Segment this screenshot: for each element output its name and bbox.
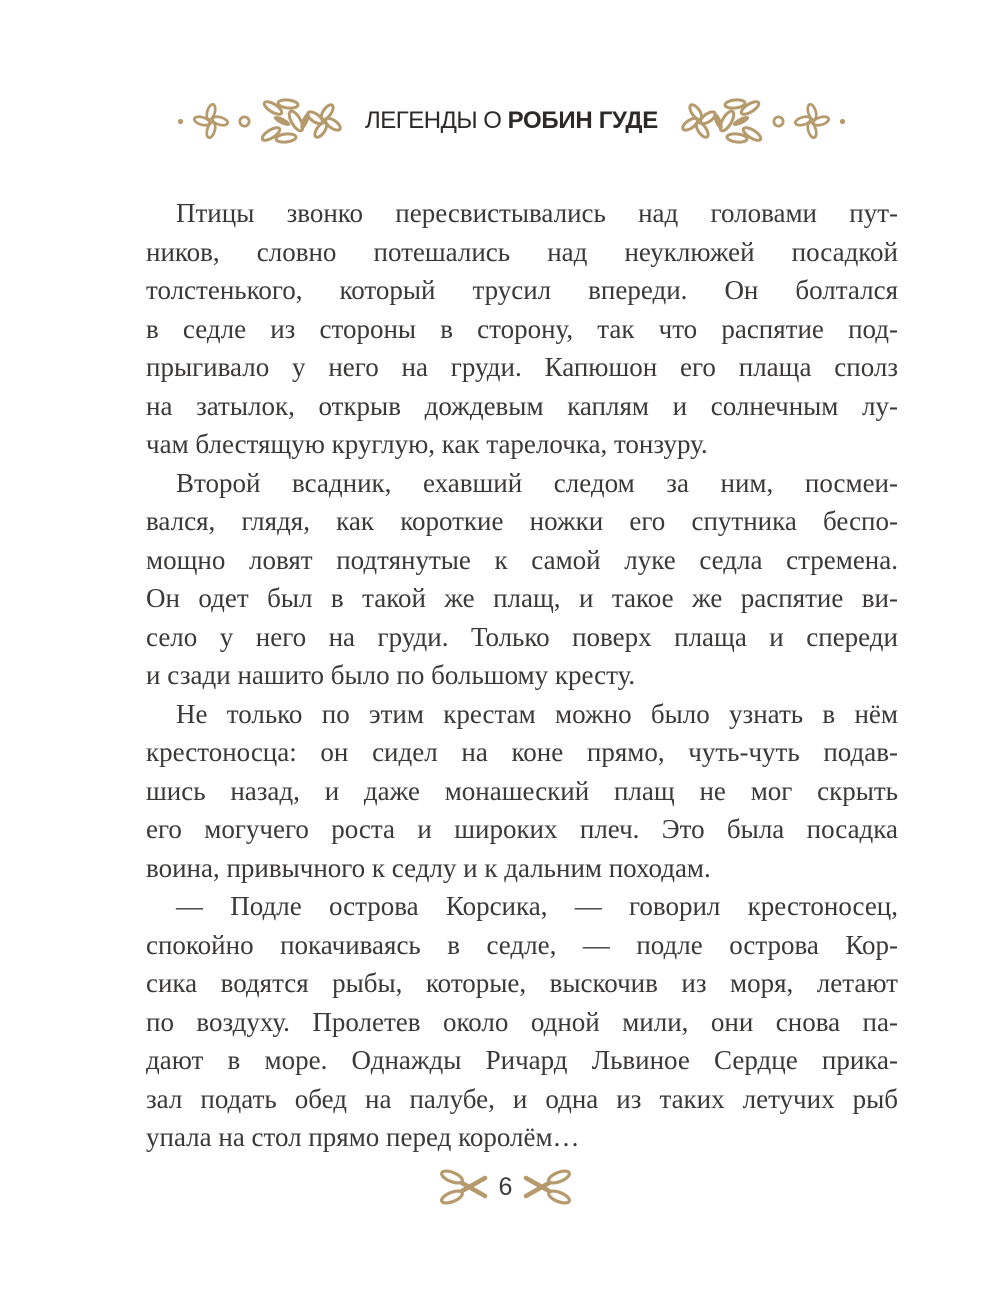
paragraph — [146, 194, 898, 464]
paragraph — [146, 887, 898, 1157]
paragraph — [146, 695, 898, 888]
text-line: мощно ловят подтянутые к самой луке седла стремена. — [146, 544, 898, 575]
text-line: — Подле острова Корсика, — говорил крестоносец, — [176, 891, 898, 921]
text-line: на затылок, открыв дождевым каплям и солнечным лу- — [146, 390, 898, 421]
header-ornament-right — [677, 96, 846, 146]
text-line: вался, глядя, как короткие ножки его спутника беспо- — [146, 506, 898, 536]
text-line: сика водятся рыбы, которые, выскочив из моря, летают — [146, 968, 898, 998]
page-body — [146, 194, 898, 1157]
dot-icon — [177, 118, 184, 125]
text-line: по воздуху. Пролетев около одной мили, они снова па- — [146, 1006, 898, 1037]
text-line: дают в море. Однажды Ричард Львиное Сердце прика- — [146, 1045, 898, 1075]
leaf-flourish-icon — [523, 1164, 573, 1210]
text-line: зал подать обед на палубе, и одна из таких летучих рыб — [146, 1083, 898, 1114]
text-line: и сзади нашито было по большому кресту. — [146, 660, 636, 690]
ring-icon — [772, 115, 785, 128]
text-line: Птицы звонко пересвистывались над головами пут- — [176, 198, 898, 228]
text-line: спокойно покачиваясь в седле, — подле острова Кор- — [146, 929, 898, 960]
header-ornament-left — [177, 96, 346, 146]
text-line: воина, привычного к седлу и к дальним походам. — [146, 852, 711, 883]
text-line: Он одет был в такой же плащ, и такое же распятие ви- — [146, 583, 898, 613]
page-title — [365, 107, 658, 135]
paragraph — [146, 464, 898, 695]
text-line: его могучего роста и широких плеч. Это была посадка — [146, 814, 898, 844]
celtic-knot-cluster-icon — [260, 96, 346, 146]
celtic-pinwheel-knot-icon — [794, 103, 830, 139]
text-line: ников, словно потешались над неуклюжей посадкой — [146, 236, 898, 267]
text-line: Второй всадник, ехавший следом за ним, посмеи- — [176, 467, 898, 498]
text-line: в седле из стороны в сторону, так что распятие под- — [146, 313, 898, 344]
text-line: упала на стол прямо перед королём… — [146, 1122, 580, 1152]
text-line: чам блестящую круглую, как тарелочка, тонзуру. — [146, 429, 708, 459]
text-line: толстенького, который трусил впереди. Он болтался — [146, 275, 898, 305]
page-footer — [0, 1164, 987, 1210]
celtic-knot-cluster-icon — [677, 96, 763, 146]
text-line: Не только по этим крестам можно было узнать в нём — [176, 698, 898, 729]
text-line: шись назад, и даже монашеский плащ не мог скрыть — [146, 775, 898, 806]
title-bold-part: РОБИН ГУДЕ — [507, 107, 658, 134]
page-number: 6 — [498, 1172, 513, 1201]
page-header — [0, 96, 987, 146]
text-line: село у него на груди. Только поверх плаща и спереди — [146, 621, 898, 652]
title-regular-part: ЛЕГЕНДЫ О — [365, 107, 502, 134]
text-line: прыгивало у него на груди. Капюшон его плаща сполз — [146, 352, 898, 382]
text-line: крестоносца: он сидел на коне прямо, чуть-чуть подав- — [146, 737, 898, 767]
dot-icon — [839, 118, 846, 125]
celtic-pinwheel-knot-icon — [193, 103, 229, 139]
ring-icon — [238, 115, 251, 128]
leaf-flourish-icon — [438, 1164, 488, 1210]
